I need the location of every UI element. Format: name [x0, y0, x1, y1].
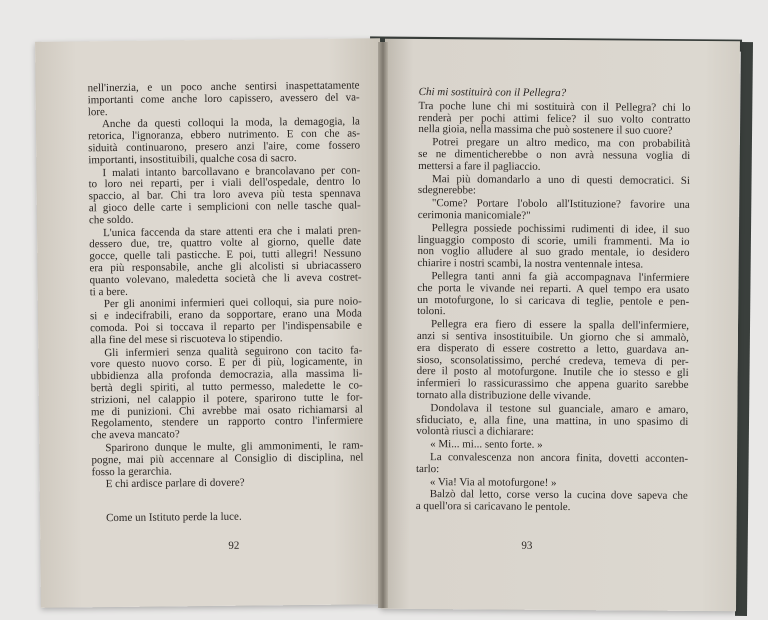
paragraph: [90, 297, 362, 347]
text-line: spaccio, al bar. Chi tra loro aveva più testa spennava: [88, 187, 361, 203]
text-line: infermieri lo rassicurassimo che appena guarito sarebbe: [416, 377, 689, 392]
text-line: bertà degli spiriti, al tutto permesso, maledette le co-: [90, 379, 363, 395]
left-page: [35, 38, 386, 608]
text-line: « Mi... mi... sento forte. »: [430, 438, 543, 451]
text-line: Anche da questi colloqui la moda, la demagogia, la: [101, 115, 360, 131]
text-line: ti a bere.: [89, 285, 128, 298]
text-line: « Via! Via al motofurgone! »: [429, 475, 557, 489]
text-line: to loro nei reparti, per i viali dell'ospedale, dentro lo: [88, 175, 361, 191]
paragraph: [87, 80, 359, 118]
text-line: lore.: [87, 105, 108, 118]
text-line: se ne dimenticherebbe o non avrà nessuna voglia di: [418, 147, 691, 162]
text-line: Sparirono dunque le multe, gli ammonimenti, le ram-: [105, 439, 364, 455]
text-line: importanti come anche loro capissero, avessero del va-: [87, 91, 360, 107]
text-line: renderà per pochi attimi felice? il suo volto contratto: [418, 111, 691, 126]
paragraph: [90, 345, 363, 442]
paragraph: [418, 174, 690, 199]
text-line: Balzò dal letto, corse verso la cucina dove sapeva che: [429, 488, 688, 503]
text-line: ubbidienza alla profonda democrazia, alla massima li-: [90, 367, 363, 383]
text-line: Regolamento, stendere un rapporto contro l'infermiere: [90, 414, 364, 430]
text-line: importanti, insostituibili, qualche cosa di sacro.: [88, 151, 297, 167]
text-line: vore questo nuovo corso. E per di più, logicamente, in: [90, 355, 363, 371]
page-number-right: 93: [521, 539, 533, 552]
paragraph: [416, 403, 688, 440]
paragraph: [416, 452, 688, 477]
text-line: toloni.: [417, 305, 446, 318]
text-line: pogne, mai più accennare al Consiglio di disciplina, nel: [91, 451, 364, 466]
book-gutter: [378, 42, 388, 608]
paragraph: [417, 223, 689, 272]
text-line: mettersi a fare il pagliaccio.: [418, 159, 541, 173]
text-line: sioso, sconsolatissimo, perché credeva, temeva di per-: [416, 353, 689, 368]
text-line: Tra poche lune chi mi sostituirà con il Pellegra? chi lo: [418, 99, 691, 114]
text-line: dere il posto al motofurgone. Inutile che io stesso e gli: [416, 365, 689, 380]
text-line: non voglio alludere al suo grado mentale, io desidero: [417, 245, 690, 260]
text-line: che soldo.: [88, 213, 134, 227]
text-line: al gioco delle carte i semplicioni con nelle tasche qual-: [88, 199, 361, 215]
text-line: un motofurgone, lo si caricava di teglie, pentole e pen-: [417, 293, 690, 308]
paragraph: [418, 198, 690, 223]
text-line: E chi ardisce parlare di dovere?: [105, 476, 245, 491]
text-line: retorica, l'ignoranza, ebbero nutrimento. E con che as-: [87, 127, 361, 143]
text-line: cerimonia manicomiale?": [417, 208, 531, 222]
text-line: Per gli anonimi infermieri quei colloqui, sia pure noio-: [103, 295, 362, 311]
chapter-caption: Come un Istituto perde la luce.: [105, 510, 242, 525]
text-line: nell'inerzia, e un poco anche sentirsi inaspettatamente: [87, 79, 360, 95]
text-line: Pellegra tanti anni fa già accompagnava l'infermiere: [431, 270, 690, 284]
paragraph: [91, 440, 363, 478]
text-line: L'unica faccenda da stare attenti era che i malati pren-: [102, 223, 362, 239]
paragraph: [88, 117, 360, 167]
text-line: strizioni, nel calappio il potere, sparirono tutte le for-: [90, 391, 363, 406]
text-line: Potrei pregare un altro medico, ma con probabilità: [432, 136, 691, 151]
paragraph: [89, 225, 362, 299]
text-line: che porta le vivande nei reparti. A quel tempo era usato: [417, 281, 690, 296]
text-line: Gli infermieri senza qualità seguirono con tacito fa-: [104, 343, 363, 359]
paragraph: [416, 319, 689, 403]
text-line: comoda. Poi si toccava il reparto per l'indispensabile e: [89, 319, 363, 335]
text-line: quanto volevano, maledetta società che li aveva costret-: [89, 271, 362, 287]
text-line: a quell'ora si caricavano le pentole.: [415, 500, 571, 514]
text-line: Dondolava il testone sul guanciale, amaro e amaro,: [430, 401, 689, 416]
text-line: fosso la gerarchia.: [91, 464, 172, 478]
right-page: [381, 39, 740, 611]
paragraph: [418, 137, 690, 174]
text-line: si e indecifrabili, erano da sopportare, erano una Moda: [89, 307, 362, 323]
paragraph: [92, 477, 364, 492]
text-line: che aveva mancato?: [91, 428, 180, 442]
text-line: anzi si sentiva insostituibile. Un giorno che si ammalò,: [416, 329, 689, 344]
text-line: "Come? Portare l'obolo all'Istituzione? favorire una: [431, 197, 690, 212]
text-line: me di punizioni. Chi avrebbe mai osato richiamarsi al: [90, 402, 363, 418]
text-line: volontà riuscì a dichiarare:: [416, 425, 534, 439]
text-line: sfiduciato, e, alla fine, una mattina, in uno spasimo di: [416, 413, 689, 428]
text-line: Pellegra possiede pochissimi rudimenti di idee, il suo: [431, 221, 690, 236]
text-line: Mai più domandarlo a uno di questi democratici. Si: [431, 172, 691, 187]
page-number-left: 92: [228, 539, 240, 552]
left-page-text: [87, 79, 364, 525]
text-line: sdegnerebbe:: [417, 184, 477, 197]
text-line: era disperato di essere costretto a letto, guardava an-: [416, 341, 689, 356]
text-line: linguaggio composto di scorie, umili frammenti. Ma io: [417, 233, 690, 248]
paragraph: [88, 165, 361, 227]
text-line: tornato alla distribuzione delle vivande.: [416, 388, 591, 403]
text-line: nella gioia, nella massima che può sostenere il suo cuore?: [418, 123, 673, 138]
text-line: gocce, quelle tali pasticche. E poi, tutti allegri! Nessuno: [89, 247, 362, 263]
paragraph: [416, 489, 688, 514]
text-line: dessero due, tre, quattro volte al giorno, quelle date: [89, 235, 362, 251]
text-line: La convalescenza non ancora finita, dovetti acconten-: [430, 450, 689, 465]
text-line: siduità continuarono, presero anzi l'aire, come fossero: [88, 139, 361, 155]
text-line: era più responsabile, anche gli alcolisti si ubriacassero: [89, 259, 362, 275]
text-line: Pellegra era fiero di essere la spalla dell'infermiere,: [430, 318, 690, 333]
text-line: tarlo:: [415, 462, 440, 475]
text-line: chiarire i nostri scambi, la nostra ventennale intesa.: [417, 257, 644, 271]
paragraph: [417, 271, 689, 320]
text-line: alla fine del mese si riscuoteva lo stipendio.: [90, 331, 283, 346]
right-page-text: [416, 87, 691, 515]
section-title: Chi mi sostituirà con il Pellegra?: [418, 86, 567, 100]
text-line: I malati intanto barcollavano e brancolavano per con-: [102, 164, 361, 179]
paragraph: [418, 101, 690, 138]
